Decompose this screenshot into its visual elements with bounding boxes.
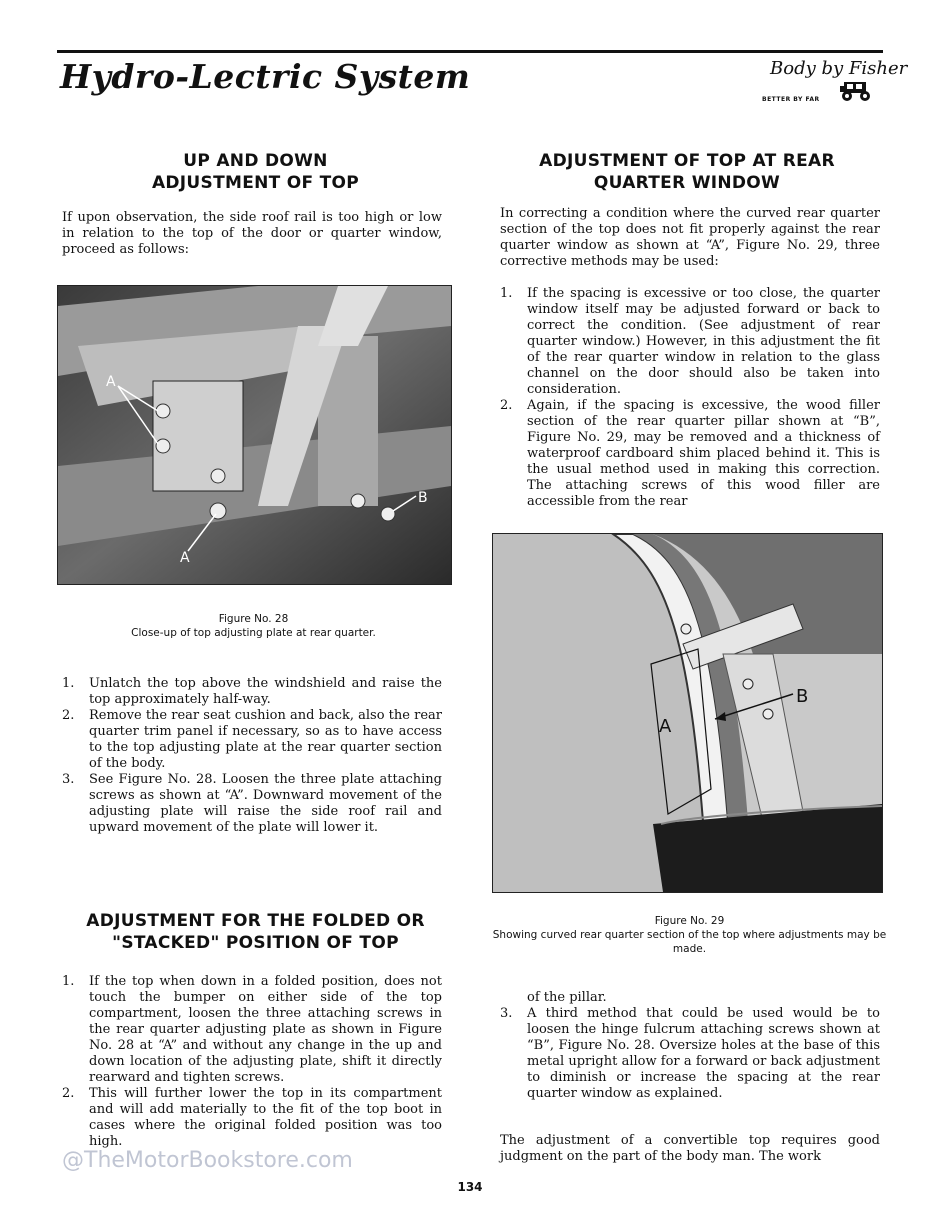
figure-29-caption-title: Figure No. 29 [654,915,725,927]
logo-tagline: BETTER BY FAR [762,96,820,103]
list-item [500,398,880,510]
list-item-text: Again, if the spacing is excessive, the wood filler section of the rear quarter pillar shown at “B”, Figure No. 29, may be removed and a thickness of waterproof cardboard shim placed behind it. This is the usual method used in making this correction. The attaching screws of this wood filler are accessible from the rear [527,398,880,509]
list-item [62,1086,442,1150]
list-item-text: If the top when down in a folded position, does not touch the bumper on either side of the top compartment, loosen the three attaching screws in the rear quarter adjusting plate as shown in Figure No. 28 at “A” and without any change in the up and down location of the adjusting plate, shift it directly rearward and tighten screws. [89,974,442,1085]
list-item-number: 3. [62,772,75,787]
list-item-text: See Figure No. 28. Loosen the three plate attaching screws as shown at “A”. Downward movement of the adjusting plate will raise the side roof rail and upward movement of the plate will lower it. [89,772,442,835]
continuation-text: of the pillar. [527,990,607,1005]
rear-quarter-steps [500,286,880,510]
fig28-label-b: B [418,490,428,506]
list-item-number: 1. [62,676,75,691]
list-item-number: 2. [62,1086,75,1101]
body-by-fisher-logo [760,58,908,108]
list-item-number: 1. [62,974,75,989]
section-title-up-down: UP AND DOWN ADJUSTMENT OF TOP [151,151,360,193]
fig29-label-b: B [796,686,809,707]
header-rule [57,50,883,53]
figure-28-caption-text: Close-up of top adjusting plate at rear quarter. [131,627,376,639]
list-item-text: This will further lower the top in its compartment and will add materially to the fit of the top boot in cases where the original folded position was too high. [89,1086,442,1149]
list-item-number: 1. [500,286,513,301]
list-item-text: A third method that could be used would be to loosen the hinge fulcrum attaching screws shown at “B”, Figure No. 28. Oversize holes at the base of this metal upright allow for a forward or back adjustment to diminish or increase the spacing at the rear quarter window as explained. [527,1006,880,1101]
closing-paragraph: The adjustment of a convertible top requires good judgment on the part of the body man. The work [500,1133,880,1164]
section-title-folded: ADJUSTMENT FOR THE FOLDED OR "STACKED" POSITION OF TOP [86,911,425,953]
list-item [62,974,442,1086]
list-item [62,772,442,836]
list-item-number: 2. [500,398,513,413]
figure-29-photo [492,533,883,893]
figure-28-caption [57,612,450,640]
list-item [500,286,880,398]
watermark: @TheMotorBookstore.com [62,1148,353,1173]
list-item-text: Unlatch the top above the windshield and raise the top approximately half-way. [89,676,442,707]
list-item-text: If the spacing is excessive or too close, the quarter window itself may be adjusted forward or back to correct the condition. (See adjustment of rear quarter window.) However, in this adjustment the fit of the rear quarter window in relation to the glass channel on the door should also be taken into consideration. [527,286,880,397]
carriage-icon [838,78,876,102]
rear-quarter-intro: In correcting a condition where the curved rear quarter section of the top does not fit properly against the rear quarter window as shown at “A”, Figure No. 29, three corrective methods may be used: [500,206,880,269]
fig28-label-a-bottom: A [180,550,190,566]
folded-steps [62,974,442,1150]
rear-quarter-steps-continued [500,1006,880,1102]
page-title: Hydro-Lectric System [60,57,471,96]
list-item [500,1006,880,1102]
list-item-text: Remove the rear seat cushion and back, also the rear quarter trim panel if necessary, so as to have access to the top adjusting plate at the rear quarter section of the body. [89,708,442,771]
list-item-number: 2. [62,708,75,723]
up-down-intro: If upon observation, the side roof rail is too high or low in relation to the top of the door or quarter window, proceed as follows: [62,210,442,257]
fig28-label-a-top: A [106,374,116,390]
list-item [62,708,442,772]
figure-29-caption-text: Showing curved rear quarter section of the top where adjustments may be made. [492,929,887,955]
figure-29-caption [487,914,892,956]
up-down-steps [62,676,442,836]
section-title-rear-quarter: ADJUSTMENT OF TOP AT REAR QUARTER WINDOW [539,151,835,193]
figure-28-photo [57,285,452,585]
page-number: 134 [457,1180,483,1194]
fig29-label-a: A [659,716,672,737]
list-item-number: 3. [500,1006,513,1021]
figure-28-caption-title: Figure No. 28 [218,613,289,625]
logo-script: Body by Fisher [770,58,908,79]
list-item [62,676,442,708]
